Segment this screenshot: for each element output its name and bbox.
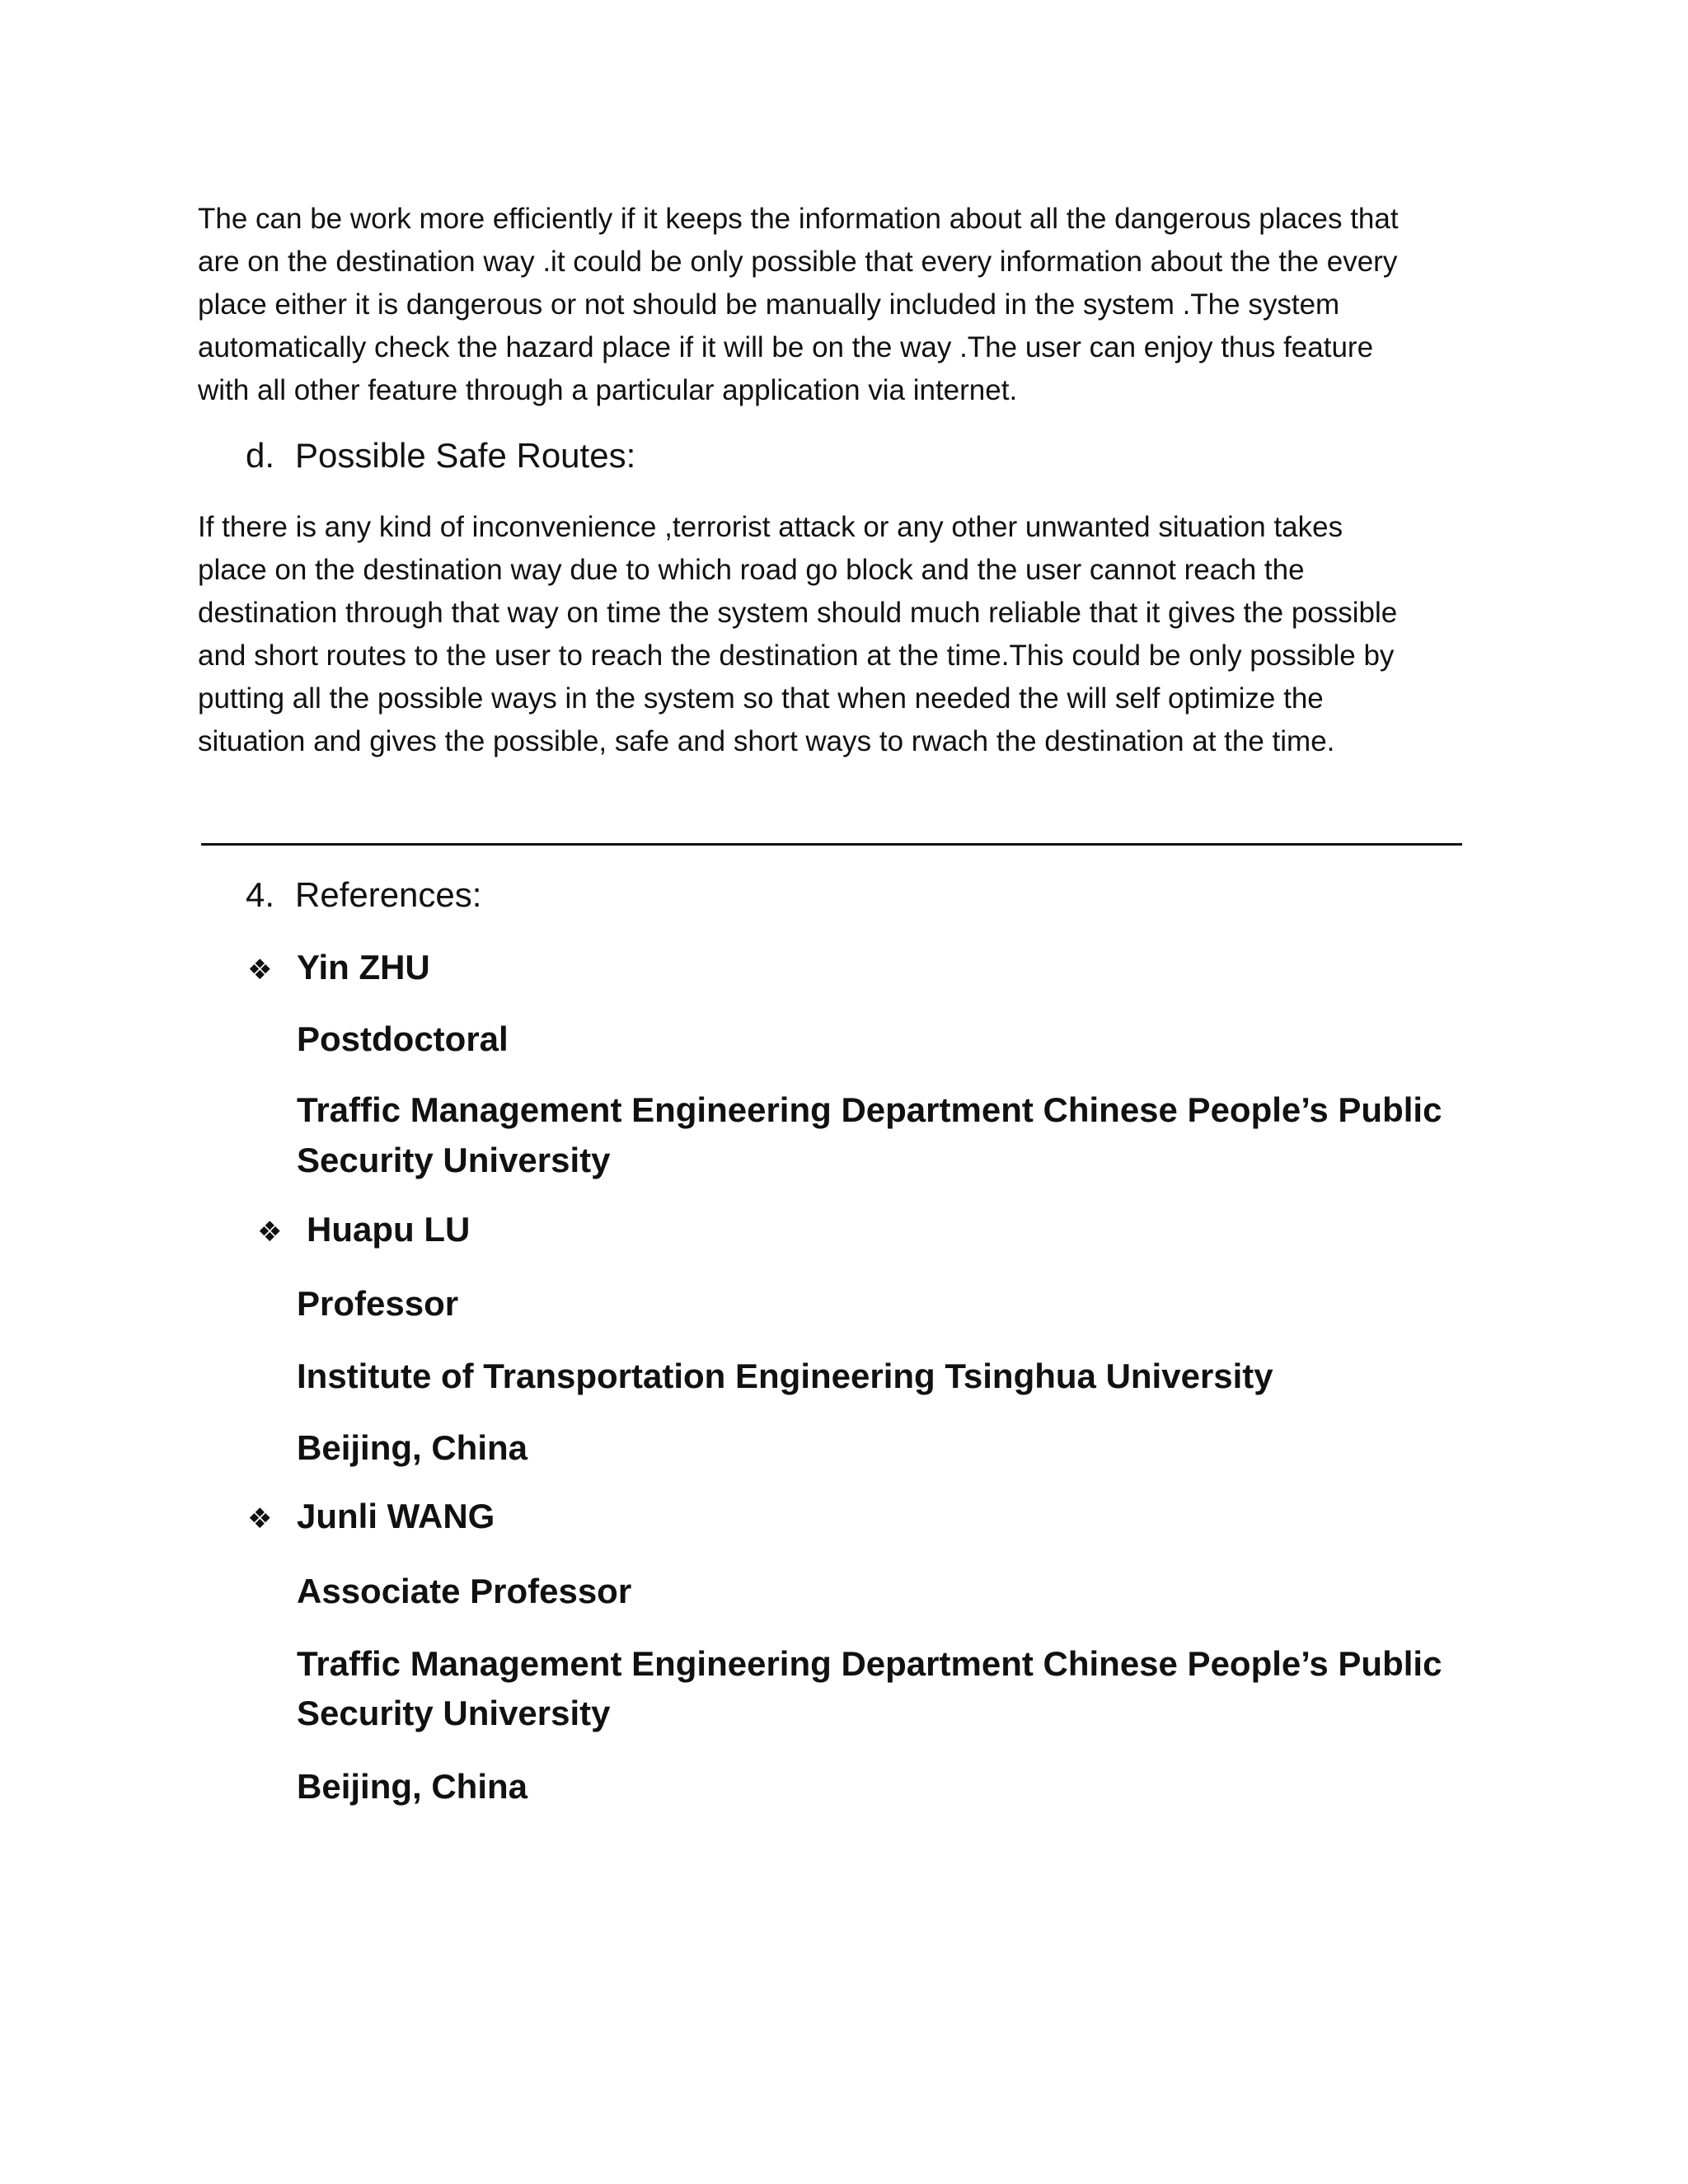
reference-name: Yin ZHU [297,948,430,987]
reference-affiliation: Institute of Transportation Engineering Tsinghua University [297,1357,1273,1395]
reference-title: Postdoctoral [297,1019,509,1058]
reference-name-1 [247,946,430,991]
paragraph-line: destination through that way on time the system should much reliable that it gives the possible [198,597,1398,629]
reference-location: Beijing, China [297,1767,528,1806]
paragraph-line: automatically check the hazard place if it will be on the way .The user can enjoy thus feature [198,331,1374,363]
horizontal-divider [201,843,1462,846]
diamond-bullet-icon: ❖ [247,954,273,987]
paragraph-line: place on the destination way due to which road go block and the user cannot reach the [198,554,1305,586]
reference-name-3 [247,1495,495,1540]
paragraph-line: with all other feature through a particular application via internet. [198,374,1018,406]
reference-affiliation: Traffic Management Engineering Department Chinese People’s Public [297,1644,1442,1683]
paragraph-line: and short routes to the user to reach the destination at the time.This could be only possible by [198,640,1395,672]
reference-affiliation: Security University [297,1141,611,1179]
section-marker: 4. [246,875,275,914]
paragraph-line: If there is any kind of inconvenience ,terrorist attack or any other unwanted situation takes [198,511,1343,543]
diamond-bullet-icon: ❖ [257,1216,283,1249]
reference-name: Junli WANG [297,1497,495,1535]
reference-name-2 [257,1208,470,1254]
reference-affiliation: Traffic Management Engineering Department Chinese People’s Public [297,1090,1442,1129]
reference-location: Beijing, China [297,1428,528,1467]
reference-title: Associate Professor [297,1572,632,1610]
section-title: Possible Safe Routes: [295,436,636,475]
section-heading-safe-routes [246,434,635,477]
reference-affiliation: Security University [297,1694,611,1732]
paragraph-line: putting all the possible ways in the system so that when needed the will self optimize the [198,682,1324,715]
reference-title: Professor [297,1284,459,1323]
paragraph-line: are on the destination way .it could be only possible that every information about the the every [198,246,1398,278]
paragraph-hazard-info [198,198,1500,412]
section-title: References: [295,875,482,914]
section-marker: d. [246,436,275,475]
paragraph-line: place either it is dangerous or not should be manually included in the system .The system [198,288,1340,321]
section-heading-references [246,874,481,916]
diamond-bullet-icon: ❖ [247,1502,273,1535]
paragraph-line: situation and gives the possible, safe and short ways to rwach the destination at the time. [198,725,1335,757]
paragraph-line: The can be work more efficiently if it keeps the information about all the dangerous places that [198,203,1399,235]
paragraph-safe-routes [198,506,1500,763]
reference-name: Huapu LU [307,1210,471,1249]
